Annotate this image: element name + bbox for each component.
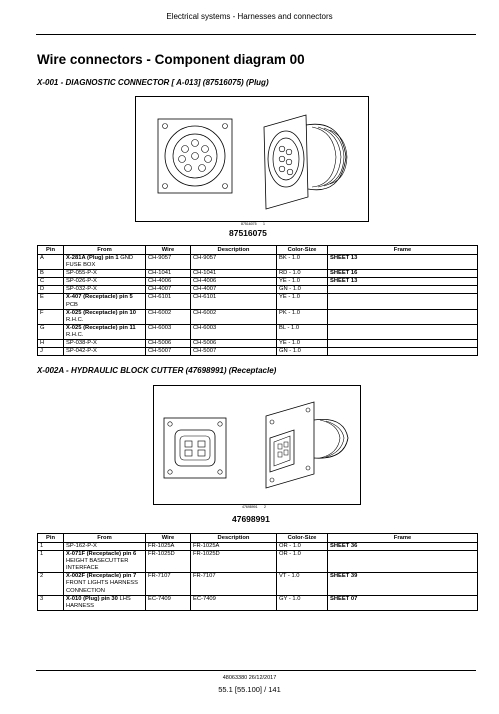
col-wire: Wire [146, 534, 191, 543]
cell-description: CH-6002 [191, 309, 277, 324]
cell-from-detail: SP-026-P-X [66, 278, 97, 285]
footer-rule [36, 670, 476, 671]
cell-description: FR-1025A [191, 543, 277, 551]
cell-from-detail: R.H.C. [66, 316, 84, 323]
cell-from-connector: X-071F (Receptacle) pin 6 [66, 551, 137, 558]
cell-from [64, 543, 146, 551]
section-title-x002a: X-002A - HYDRAULIC BLOCK CUTTER (47698991) (Receptacle) [37, 366, 277, 375]
cell-wire: FR-7107 [146, 573, 191, 595]
table-row [38, 573, 478, 595]
cell-from-detail: FRONT LIGHTS HARNESS CONNECTION [66, 580, 139, 594]
col-description: Description [191, 534, 277, 543]
cell-frame: SHEET 36 [328, 543, 478, 551]
cell-from [64, 340, 146, 348]
cell-from-connector: X-025 (Receptacle) pin 11 [66, 324, 136, 331]
cell-from-connector: X-002F (Receptacle) pin 7 [66, 573, 137, 580]
col-pin: Pin [38, 534, 64, 543]
cell-frame [328, 340, 478, 348]
col-frame: Frame [328, 534, 478, 543]
cell-from [64, 286, 146, 294]
table-row [38, 543, 478, 551]
table-row [38, 324, 478, 339]
cell-from [64, 255, 146, 270]
col-wire: Wire [146, 246, 191, 255]
cell-from-connector: X-010 (Plug) pin 30 [66, 595, 118, 602]
cell-wire: CH-1041 [146, 270, 191, 278]
cell-from-connector: X-025 (Receptacle) pin 10 [66, 309, 136, 316]
cell-color-size: YE - 1.0 [277, 294, 328, 309]
col-frame: Frame [328, 246, 478, 255]
figure-number-2: 2 [264, 505, 266, 509]
cell-from-detail: GND FUSE BOX [66, 255, 134, 269]
footer-doc-number: 48063380 26/12/2017 [222, 675, 277, 681]
cell-frame: SHEET 13 [328, 255, 478, 270]
cell-description: CH-6003 [191, 324, 277, 339]
cell-wire: CH-5006 [146, 340, 191, 348]
section-title-x001: X-001 - DIAGNOSTIC CONNECTOR [ A-013] (87516075) (Plug) [37, 78, 269, 87]
wire-table-x002a [37, 533, 478, 611]
figure-code-2: 47698991 [232, 514, 270, 524]
hydraulic-connector-drawing [154, 386, 360, 504]
table-row [38, 278, 478, 286]
cell-description: CH-9057 [191, 255, 277, 270]
cell-from-detail: SP-032-P-X [66, 286, 97, 293]
cell-from [64, 278, 146, 286]
cell-pin: H [38, 340, 64, 348]
cell-wire: FR-1025D [146, 551, 191, 573]
cell-from [64, 551, 146, 573]
figure-caption-small-1: 87516075 [241, 222, 257, 226]
cell-pin: G [38, 324, 64, 339]
diagnostic-connector-drawing [136, 97, 368, 221]
cell-wire: CH-4006 [146, 278, 191, 286]
figure-number-1: 1 [263, 222, 265, 226]
cell-color-size: OR - 1.0 [277, 543, 328, 551]
col-color-size: Color-Size [277, 534, 328, 543]
cell-from-detail: SP-042-P-X [66, 348, 97, 355]
cell-pin: C [38, 278, 64, 286]
cell-from [64, 270, 146, 278]
cell-pin: D [38, 286, 64, 294]
cell-color-size: OR - 1.0 [277, 551, 328, 573]
cell-from [64, 294, 146, 309]
cell-frame [328, 324, 478, 339]
table-row [38, 294, 478, 309]
cell-pin: J [38, 348, 64, 356]
cell-color-size: RD - 1.0 [277, 270, 328, 278]
cell-from [64, 573, 146, 595]
cell-description: CH-5006 [191, 340, 277, 348]
figure-code-1: 87516075 [229, 228, 267, 238]
cell-from [64, 348, 146, 356]
cell-frame [328, 286, 478, 294]
cell-from-detail: SP-162-P-X [66, 543, 97, 549]
cell-from-detail: SP-055-P-X [66, 270, 97, 277]
cell-pin: 1 [38, 551, 64, 573]
cell-frame: SHEET 16 [328, 270, 478, 278]
page-title: Wire connectors - Component diagram 00 [37, 52, 305, 67]
cell-color-size: VT - 1.0 [277, 573, 328, 595]
cell-wire: CH-9057 [146, 255, 191, 270]
cell-pin: B [38, 270, 64, 278]
col-color-size: Color-Size [277, 246, 328, 255]
cell-pin: 2 [38, 573, 64, 595]
cell-pin: E [38, 294, 64, 309]
cell-frame [328, 551, 478, 573]
cell-description: EC-7409 [191, 595, 277, 610]
table-row [38, 340, 478, 348]
cell-wire: CH-4007 [146, 286, 191, 294]
col-description: Description [191, 246, 277, 255]
cell-from-detail: PCB [66, 301, 78, 308]
cell-description: CH-1041 [191, 270, 277, 278]
cell-from-detail: HEIGHT BASECUTTER INTERFACE [66, 558, 129, 572]
cell-frame [328, 309, 478, 324]
cell-from-connector: X-407 (Receptacle) pin 5 [66, 294, 133, 301]
running-header: Electrical systems - Harnesses and connectors [166, 12, 333, 21]
figure-hydraulic-block-cutter [153, 385, 361, 505]
cell-from [64, 309, 146, 324]
table-row [38, 348, 478, 356]
cell-color-size: BL - 1.0 [277, 324, 328, 339]
cell-wire: CH-6002 [146, 309, 191, 324]
cell-wire: CH-6003 [146, 324, 191, 339]
table-header-row [38, 246, 478, 255]
figure-diagnostic-connector [135, 96, 369, 222]
cell-pin: 3 [38, 595, 64, 610]
table-row [38, 270, 478, 278]
cell-description: CH-4007 [191, 286, 277, 294]
cell-frame: SHEET 07 [328, 595, 478, 610]
cell-from-detail: R.H.C. [66, 331, 84, 338]
cell-from [64, 595, 146, 610]
cell-pin: A [38, 255, 64, 270]
cell-description: CH-5007 [191, 348, 277, 356]
cell-from-detail: LHS HARNESS [66, 595, 131, 609]
cell-from [64, 324, 146, 339]
cell-pin: F [38, 309, 64, 324]
table-header-row [38, 534, 478, 543]
header-rule [36, 34, 476, 35]
cell-frame: SHEET 39 [328, 573, 478, 595]
cell-wire: EC-7409 [146, 595, 191, 610]
footer-page-number: 55.1 [55.100] / 141 [218, 685, 281, 694]
cell-frame [328, 294, 478, 309]
cell-description: CH-6101 [191, 294, 277, 309]
cell-color-size: BK - 1.0 [277, 255, 328, 270]
cell-description: FR-7107 [191, 573, 277, 595]
cell-frame [328, 348, 478, 356]
table-row [38, 309, 478, 324]
cell-color-size: GY - 1.0 [277, 595, 328, 610]
table-row [38, 255, 478, 270]
cell-from-connector: X-281A (Plug) pin 1 [66, 255, 119, 261]
cell-color-size: GN - 1.0 [277, 348, 328, 356]
cell-wire: CH-6101 [146, 294, 191, 309]
cell-pin: 1 [38, 543, 64, 551]
figure-caption-small-2: 47698991 [242, 505, 258, 509]
cell-frame: SHEET 13 [328, 278, 478, 286]
col-from: From [64, 246, 146, 255]
cell-color-size: GN - 1.0 [277, 286, 328, 294]
cell-color-size: PK - 1.0 [277, 309, 328, 324]
cell-color-size: YE - 1.0 [277, 340, 328, 348]
col-pin: Pin [38, 246, 64, 255]
cell-description: CH-4006 [191, 278, 277, 286]
table-row [38, 551, 478, 573]
wire-table-x001 [37, 245, 478, 356]
cell-color-size: YE - 1.0 [277, 278, 328, 286]
cell-wire: CH-5007 [146, 348, 191, 356]
col-from: From [64, 534, 146, 543]
cell-description: FR-1025D [191, 551, 277, 573]
table-row [38, 595, 478, 610]
table-row [38, 286, 478, 294]
cell-from-detail: SP-038-P-X [66, 340, 97, 347]
cell-wire: FR-1025A [146, 543, 191, 551]
